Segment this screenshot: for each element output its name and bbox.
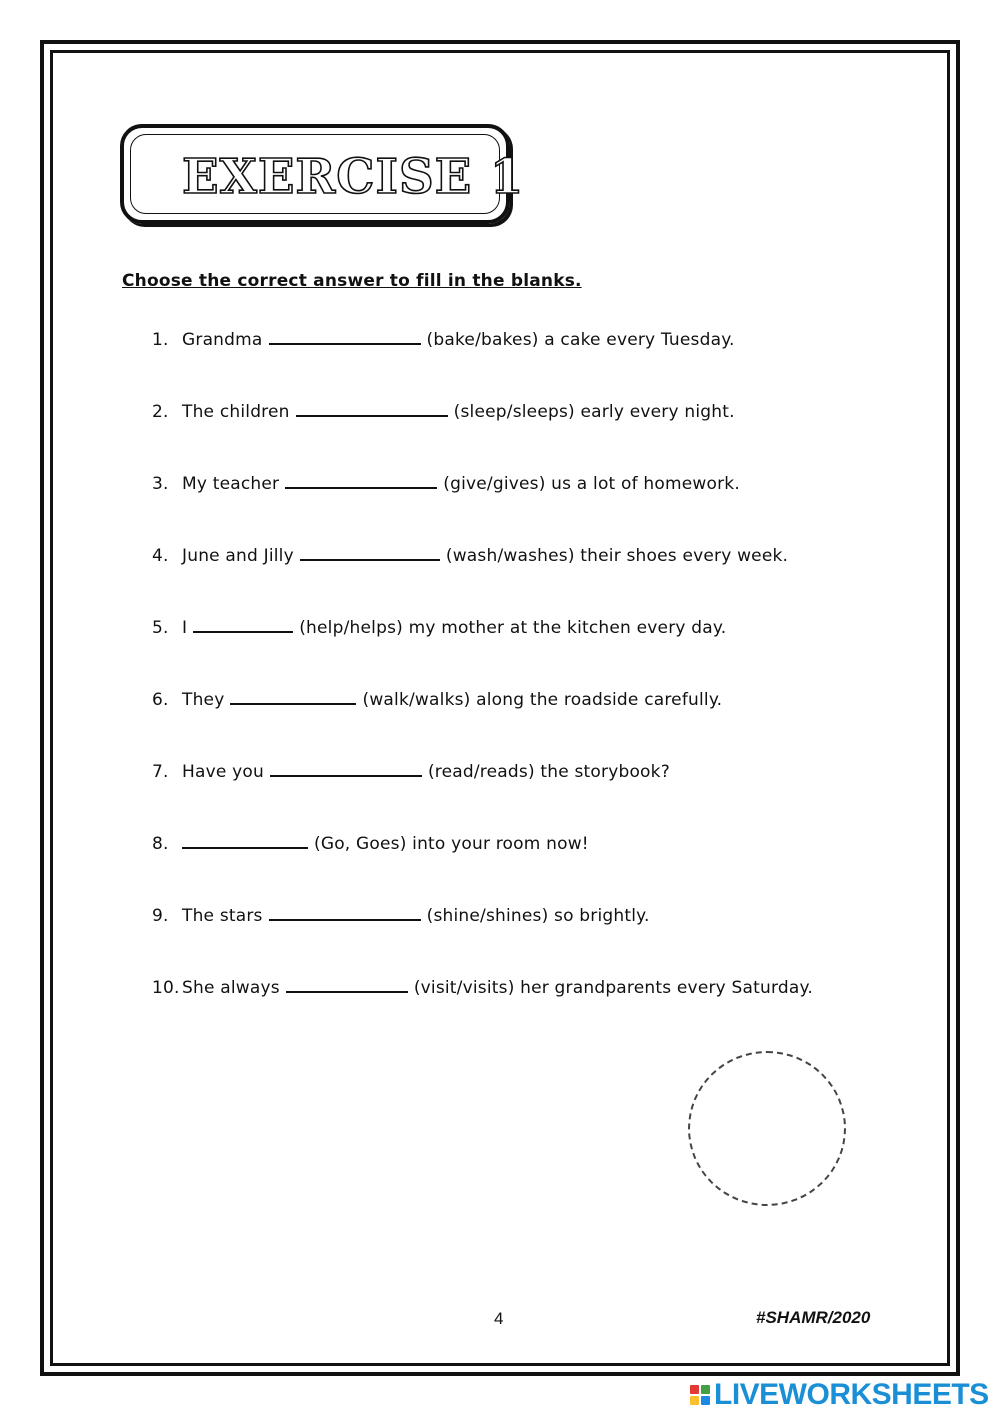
liveworksheets-logo[interactable]	[690, 1378, 989, 1412]
question-prefix: Have you	[182, 762, 264, 782]
page-number: 4	[494, 1309, 504, 1328]
question-9	[152, 905, 650, 926]
liveworksheets-logo-text: LIVEWORKSHEETS	[714, 1378, 989, 1411]
question-number: 4.	[152, 546, 169, 566]
question-number: 1.	[152, 330, 169, 350]
exercise-title: EXERCISE 1	[182, 149, 525, 205]
answer-blank[interactable]	[296, 401, 448, 417]
question-suffix: (bake/bakes) a cake every Tuesday.	[426, 330, 735, 350]
question-prefix: June and Jilly	[182, 546, 294, 566]
question-number: 8.	[152, 834, 169, 854]
liveworksheets-icon	[690, 1385, 710, 1405]
question-5	[152, 617, 726, 638]
answer-blank[interactable]	[270, 761, 422, 777]
answer-blank[interactable]	[300, 545, 440, 561]
question-suffix: (give/gives) us a lot of homework.	[443, 474, 740, 494]
question-10	[152, 977, 813, 998]
question-number: 3.	[152, 474, 169, 494]
answer-blank[interactable]	[285, 473, 437, 489]
instruction-text: Choose the correct answer to fill in the blanks.	[122, 271, 582, 291]
author-signature: #SHAMR/2020	[756, 1308, 871, 1327]
answer-blank[interactable]	[193, 617, 293, 633]
question-suffix: (visit/visits) her grandparents every Saturday.	[413, 978, 813, 998]
question-prefix: The stars	[182, 906, 263, 926]
answer-blank[interactable]	[230, 689, 356, 705]
question-3	[152, 473, 740, 494]
question-7	[152, 761, 670, 782]
stamp-circle	[688, 1051, 846, 1206]
question-4	[152, 545, 788, 566]
question-number: 7.	[152, 762, 169, 782]
question-6	[152, 689, 722, 710]
question-suffix: (Go, Goes) into your room now!	[314, 834, 589, 854]
question-suffix: (wash/washes) their shoes every week.	[445, 546, 789, 566]
question-number: 5.	[152, 618, 169, 638]
answer-blank[interactable]	[269, 329, 421, 345]
question-number: 2.	[152, 402, 169, 422]
question-prefix: They	[182, 690, 225, 710]
question-number: 6.	[152, 690, 169, 710]
question-prefix: My teacher	[182, 474, 280, 494]
answer-blank[interactable]	[286, 977, 408, 993]
question-prefix: I	[182, 618, 188, 638]
question-number: 9.	[152, 906, 169, 926]
question-prefix: Grandma	[182, 330, 263, 350]
answer-blank[interactable]	[269, 905, 421, 921]
question-1	[152, 329, 735, 350]
question-prefix: The children	[182, 402, 290, 422]
question-2	[152, 401, 735, 422]
question-suffix: (walk/walks) along the roadside carefully.	[362, 690, 723, 710]
question-prefix: She always	[182, 978, 280, 998]
answer-blank[interactable]	[182, 833, 308, 849]
question-suffix: (read/reads) the storybook?	[427, 762, 670, 782]
question-number: 10.	[152, 978, 180, 998]
question-suffix: (shine/shines) so brightly.	[426, 906, 650, 926]
question-8	[152, 833, 589, 854]
question-suffix: (sleep/sleeps) early every night.	[453, 402, 735, 422]
question-suffix: (help/helps) my mother at the kitchen every day.	[299, 618, 727, 638]
